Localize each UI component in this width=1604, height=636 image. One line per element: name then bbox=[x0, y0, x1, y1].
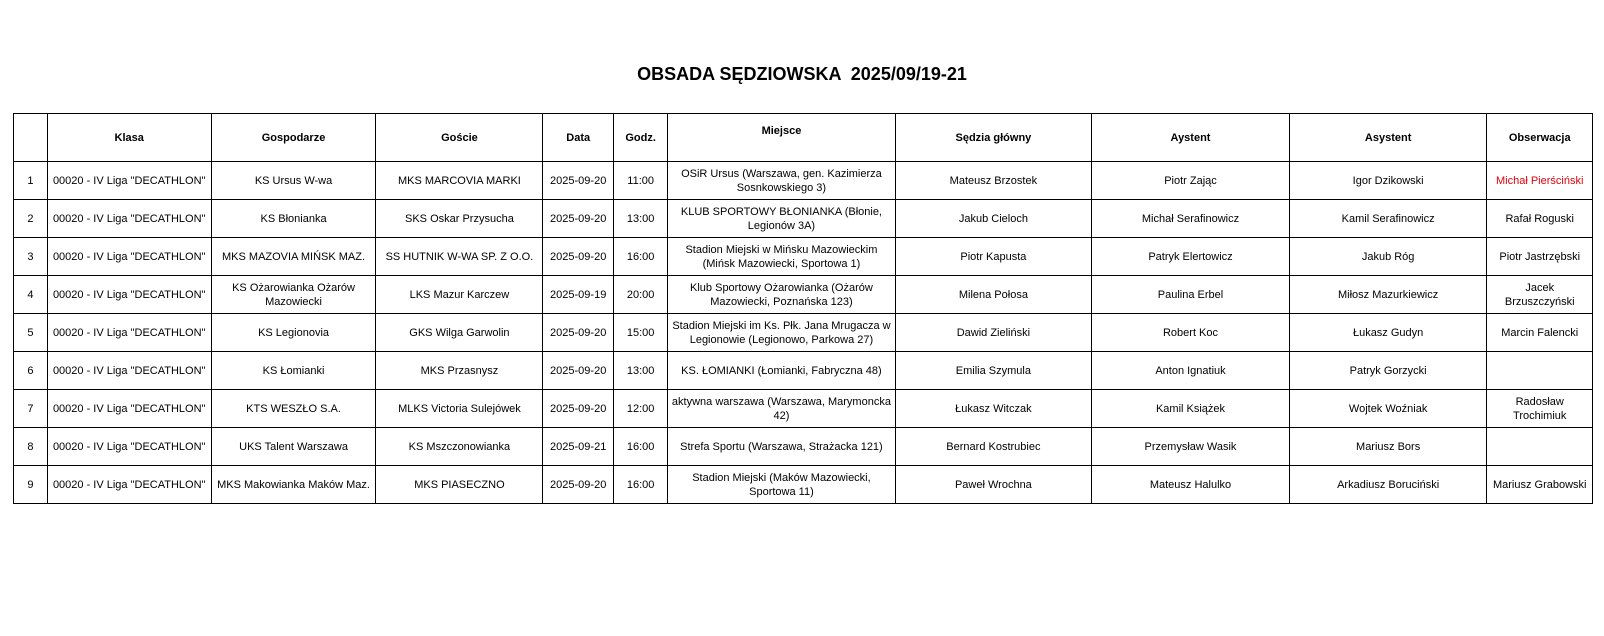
cell-asystent1: Przemysław Wasik bbox=[1092, 428, 1290, 466]
referee-schedule-table bbox=[13, 113, 1593, 504]
table-row bbox=[14, 200, 1593, 238]
cell-sedzia: Paweł Wrochna bbox=[895, 466, 1092, 504]
cell-sedzia: Dawid Zieliński bbox=[895, 314, 1092, 352]
cell-gospodarze: KS Błonianka bbox=[211, 200, 376, 238]
cell-asystent1: Robert Koc bbox=[1092, 314, 1290, 352]
cell-obserwacja: Jacek Brzuszczyński bbox=[1487, 276, 1593, 314]
col-header-goscie: Goście bbox=[376, 114, 543, 162]
cell-godz: 16:00 bbox=[614, 466, 668, 504]
col-header-klasa: Klasa bbox=[47, 114, 211, 162]
header-row bbox=[14, 114, 1593, 162]
cell-obserwacja: Rafał Roguski bbox=[1487, 200, 1593, 238]
table-row bbox=[14, 314, 1593, 352]
cell-goscie: KS Mszczonowianka bbox=[376, 428, 543, 466]
cell-goscie: GKS Wilga Garwolin bbox=[376, 314, 543, 352]
cell-goscie: MKS PIASECZNO bbox=[376, 466, 543, 504]
col-header-asystent1: Aystent bbox=[1092, 114, 1290, 162]
cell-data: 2025-09-21 bbox=[543, 428, 614, 466]
cell-data: 2025-09-20 bbox=[543, 238, 614, 276]
table-row bbox=[14, 276, 1593, 314]
cell-klasa: 00020 - IV Liga "DECATHLON" bbox=[47, 162, 211, 200]
cell-asystent1: Patryk Elertowicz bbox=[1092, 238, 1290, 276]
cell-nr: 5 bbox=[14, 314, 48, 352]
cell-nr: 8 bbox=[14, 428, 48, 466]
cell-klasa: 00020 - IV Liga "DECATHLON" bbox=[47, 466, 211, 504]
cell-obserwacja bbox=[1487, 428, 1593, 466]
cell-data: 2025-09-20 bbox=[543, 200, 614, 238]
col-header-obserwacja: Obserwacja bbox=[1487, 114, 1593, 162]
cell-nr: 7 bbox=[14, 390, 48, 428]
cell-obserwacja: Radosław Trochimiuk bbox=[1487, 390, 1593, 428]
cell-goscie: SKS Oskar Przysucha bbox=[376, 200, 543, 238]
cell-asystent2: Kamil Serafinowicz bbox=[1289, 200, 1487, 238]
cell-miejsce: Stadion Miejski w Mińsku Mazowieckim (Mińsk Mazowiecki, Sportowa 1) bbox=[668, 238, 895, 276]
cell-miejsce: Klub Sportowy Ożarowianka (Ożarów Mazowiecki, Poznańska 123) bbox=[668, 276, 895, 314]
cell-godz: 16:00 bbox=[614, 238, 668, 276]
cell-godz: 15:00 bbox=[614, 314, 668, 352]
cell-goscie: MKS Przasnysz bbox=[376, 352, 543, 390]
table-row bbox=[14, 390, 1593, 428]
cell-klasa: 00020 - IV Liga "DECATHLON" bbox=[47, 276, 211, 314]
cell-gospodarze: KS Łomianki bbox=[211, 352, 376, 390]
cell-miejsce: Stadion Miejski (Maków Mazowiecki, Sportowa 11) bbox=[668, 466, 895, 504]
cell-asystent1: Kamil Książek bbox=[1092, 390, 1290, 428]
cell-asystent2: Jakub Róg bbox=[1289, 238, 1487, 276]
cell-klasa: 00020 - IV Liga "DECATHLON" bbox=[47, 352, 211, 390]
cell-miejsce: OSiR Ursus (Warszawa, gen. Kazimierza Sosnkowskiego 3) bbox=[668, 162, 895, 200]
col-header-gospodarze: Gospodarze bbox=[211, 114, 376, 162]
cell-sedzia: Jakub Cieloch bbox=[895, 200, 1092, 238]
cell-klasa: 00020 - IV Liga "DECATHLON" bbox=[47, 428, 211, 466]
col-header-nr bbox=[14, 114, 48, 162]
cell-data: 2025-09-20 bbox=[543, 352, 614, 390]
cell-asystent1: Mateusz Halulko bbox=[1092, 466, 1290, 504]
cell-data: 2025-09-20 bbox=[543, 390, 614, 428]
cell-gospodarze: KS Ursus W-wa bbox=[211, 162, 376, 200]
cell-godz: 20:00 bbox=[614, 276, 668, 314]
cell-nr: 9 bbox=[14, 466, 48, 504]
cell-obserwacja: Michał Pierściński bbox=[1487, 162, 1593, 200]
col-header-data: Data bbox=[543, 114, 614, 162]
cell-data: 2025-09-20 bbox=[543, 466, 614, 504]
cell-gospodarze: KTS WESZŁO S.A. bbox=[211, 390, 376, 428]
table-row bbox=[14, 428, 1593, 466]
cell-goscie: SS HUTNIK W-WA SP. Z O.O. bbox=[376, 238, 543, 276]
cell-goscie: LKS Mazur Karczew bbox=[376, 276, 543, 314]
table-row bbox=[14, 162, 1593, 200]
cell-miejsce: KS. ŁOMIANKI (Łomianki, Fabryczna 48) bbox=[668, 352, 895, 390]
cell-godz: 13:00 bbox=[614, 352, 668, 390]
cell-data: 2025-09-20 bbox=[543, 314, 614, 352]
cell-asystent2: Wojtek Woźniak bbox=[1289, 390, 1487, 428]
table-row bbox=[14, 466, 1593, 504]
cell-data: 2025-09-20 bbox=[543, 162, 614, 200]
cell-nr: 1 bbox=[14, 162, 48, 200]
cell-godz: 11:00 bbox=[614, 162, 668, 200]
cell-sedzia: Mateusz Brzostek bbox=[895, 162, 1092, 200]
cell-nr: 2 bbox=[14, 200, 48, 238]
cell-miejsce: KLUB SPORTOWY BŁONIANKA (Błonie, Legionów 3A) bbox=[668, 200, 895, 238]
col-header-asystent2: Asystent bbox=[1289, 114, 1487, 162]
cell-obserwacja bbox=[1487, 352, 1593, 390]
cell-data: 2025-09-19 bbox=[543, 276, 614, 314]
cell-gospodarze: MKS MAZOVIA MIŃSK MAZ. bbox=[211, 238, 376, 276]
cell-sedzia: Piotr Kapusta bbox=[895, 238, 1092, 276]
cell-asystent2: Igor Dzikowski bbox=[1289, 162, 1487, 200]
cell-goscie: MKS MARCOVIA MARKI bbox=[376, 162, 543, 200]
table-row bbox=[14, 238, 1593, 276]
cell-gospodarze: MKS Makowianka Maków Maz. bbox=[211, 466, 376, 504]
cell-gospodarze: KS Legionovia bbox=[211, 314, 376, 352]
col-header-miejsce: Miejsce bbox=[668, 114, 895, 162]
cell-sedzia: Łukasz Witczak bbox=[895, 390, 1092, 428]
cell-sedzia: Bernard Kostrubiec bbox=[895, 428, 1092, 466]
cell-miejsce: Stadion Miejski im Ks. Płk. Jana Mrugacza w Legionowie (Legionowo, Parkowa 27) bbox=[668, 314, 895, 352]
cell-klasa: 00020 - IV Liga "DECATHLON" bbox=[47, 314, 211, 352]
cell-klasa: 00020 - IV Liga "DECATHLON" bbox=[47, 390, 211, 428]
cell-obserwacja: Marcin Falencki bbox=[1487, 314, 1593, 352]
col-header-sedzia: Sędzia główny bbox=[895, 114, 1092, 162]
cell-sedzia: Emilia Szymula bbox=[895, 352, 1092, 390]
cell-asystent2: Mariusz Bors bbox=[1289, 428, 1487, 466]
cell-godz: 13:00 bbox=[614, 200, 668, 238]
cell-sedzia: Milena Połosa bbox=[895, 276, 1092, 314]
col-header-godz: Godz. bbox=[614, 114, 668, 162]
cell-godz: 12:00 bbox=[614, 390, 668, 428]
cell-asystent1: Piotr Zając bbox=[1092, 162, 1290, 200]
cell-obserwacja: Piotr Jastrzębski bbox=[1487, 238, 1593, 276]
cell-asystent2: Miłosz Mazurkiewicz bbox=[1289, 276, 1487, 314]
cell-miejsce: Strefa Sportu (Warszawa, Strażacka 121) bbox=[668, 428, 895, 466]
cell-nr: 3 bbox=[14, 238, 48, 276]
cell-asystent1: Anton Ignatiuk bbox=[1092, 352, 1290, 390]
cell-klasa: 00020 - IV Liga "DECATHLON" bbox=[47, 238, 211, 276]
cell-obserwacja: Mariusz Grabowski bbox=[1487, 466, 1593, 504]
cell-asystent2: Arkadiusz Boruciński bbox=[1289, 466, 1487, 504]
cell-klasa: 00020 - IV Liga "DECATHLON" bbox=[47, 200, 211, 238]
cell-gospodarze: UKS Talent Warszawa bbox=[211, 428, 376, 466]
cell-asystent2: Łukasz Gudyn bbox=[1289, 314, 1487, 352]
cell-goscie: MLKS Victoria Sulejówek bbox=[376, 390, 543, 428]
table-row bbox=[14, 352, 1593, 390]
cell-asystent2: Patryk Gorzycki bbox=[1289, 352, 1487, 390]
cell-asystent1: Michał Serafinowicz bbox=[1092, 200, 1290, 238]
cell-godz: 16:00 bbox=[614, 428, 668, 466]
cell-miejsce: aktywna warszawa (Warszawa, Marymoncka 42) bbox=[668, 390, 895, 428]
cell-nr: 4 bbox=[14, 276, 48, 314]
page-title: OBSADA SĘDZIOWSKA 2025/09/19-21 bbox=[637, 64, 967, 84]
cell-asystent1: Paulina Erbel bbox=[1092, 276, 1290, 314]
cell-nr: 6 bbox=[14, 352, 48, 390]
cell-gospodarze: KS Ożarowianka Ożarów Mazowiecki bbox=[211, 276, 376, 314]
